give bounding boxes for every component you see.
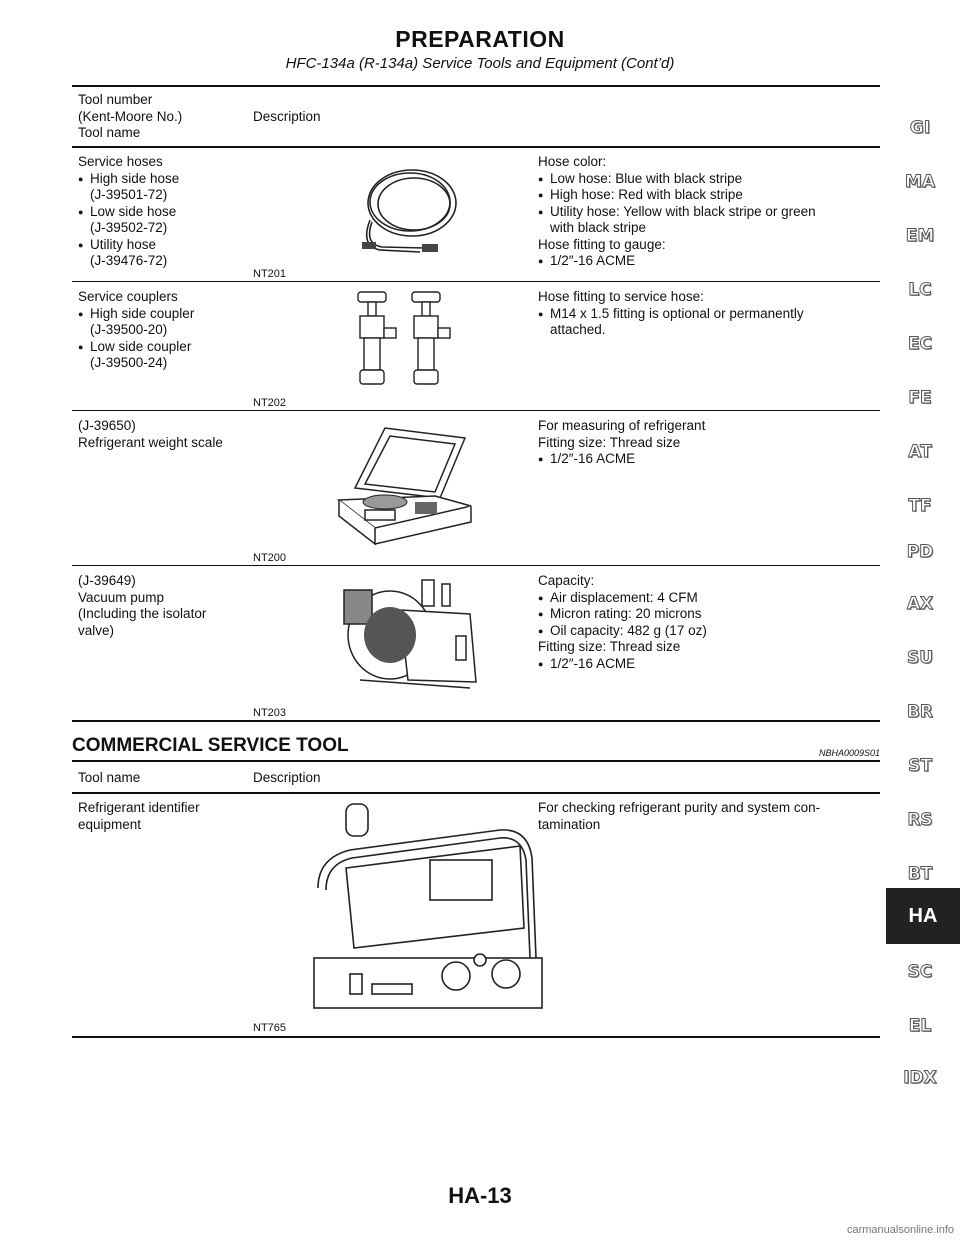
rule-section-head xyxy=(72,792,880,794)
vacuum-pump-illustration xyxy=(330,570,490,700)
tab-su[interactable]: SU xyxy=(906,648,934,668)
figure-code: NT203 xyxy=(253,707,287,719)
tab-el[interactable]: EL xyxy=(908,1016,932,1036)
tab-ma[interactable]: MA xyxy=(904,172,936,192)
rule-head xyxy=(72,146,880,148)
page-title: PREPARATION xyxy=(395,26,565,52)
rule-row1 xyxy=(72,281,880,282)
tab-at[interactable]: AT xyxy=(908,442,932,462)
tab-gi[interactable]: GI xyxy=(909,118,931,138)
section-title: COMMERCIAL SERVICE TOOL xyxy=(72,735,349,756)
rule-top xyxy=(72,85,880,87)
tab-fe[interactable]: FE xyxy=(908,388,932,408)
rule-row4 xyxy=(72,720,880,722)
tab-ha-active[interactable]: HA xyxy=(886,888,960,944)
tool-service-couplers: Service couplers ● High side coupler (J-39500-20) ● Low side coupler (J-39500-24) xyxy=(78,289,194,372)
tab-rs[interactable]: RS xyxy=(907,810,933,830)
table2-header-description: Description xyxy=(253,770,321,785)
tab-idx[interactable]: IDX xyxy=(903,1068,937,1088)
table2-header-tool: Tool name xyxy=(78,770,141,785)
tab-st[interactable]: ST xyxy=(908,756,932,776)
rule-section-bottom xyxy=(72,1036,880,1038)
tool-refrigerant-weight-scale: (J-39650) Refrigerant weight scale xyxy=(78,418,223,450)
section-code: NBHA0009S01 xyxy=(818,748,880,758)
table-header-tool: Tool number (Kent-Moore No.) Tool name xyxy=(78,92,183,140)
description-refrigerant-identifier: For checking refrigerant purity and system con- tamination xyxy=(538,800,821,832)
weight-scale-illustration xyxy=(335,418,475,548)
refrigerant-identifier-illustration xyxy=(310,798,545,1010)
table-header-description: Description xyxy=(253,109,321,124)
tab-pd[interactable]: PD xyxy=(906,542,934,562)
service-couplers-illustration xyxy=(340,288,470,393)
tab-tf[interactable]: TF xyxy=(908,496,932,516)
description-service-couplers: Hose fitting to service hose: ● M14 x 1.5 fitting is optional or permanently attached. xyxy=(538,289,804,339)
rule-row3 xyxy=(72,565,880,566)
figure-code: NT200 xyxy=(253,552,287,564)
page-subtitle: HFC-134a (R-134a) Service Tools and Equipment (Cont’d) xyxy=(285,55,675,72)
description-weight-scale: For measuring of refrigerant Fitting size: Thread size ● 1/2″-16 ACME xyxy=(538,418,705,468)
tool-vacuum-pump: (J-39649) Vacuum pump (Including the isolator valve) xyxy=(78,573,207,638)
tool-refrigerant-identifier: Refrigerant identifier equipment xyxy=(78,800,200,832)
page-number: HA-13 xyxy=(448,1183,512,1208)
tool-service-hoses: Service hoses ● High side hose (J-39501-72) ● Low side hose (J-39502-72) ● Utility hose (J-39476-72) xyxy=(78,154,179,270)
tab-lc[interactable]: LC xyxy=(908,280,932,300)
tab-br[interactable]: BR xyxy=(906,702,934,722)
tab-em[interactable]: EM xyxy=(905,226,935,246)
figure-code: NT765 xyxy=(253,1022,287,1034)
description-vacuum-pump: Capacity: ● Air displacement: 4 CFM ● Micron rating: 20 microns ● Oil capacity: 482 g (17 oz) Fitting size: Thread size ● 1/2″-16 ACME xyxy=(538,573,707,672)
tab-ec[interactable]: EC xyxy=(907,334,933,354)
tab-ax[interactable]: AX xyxy=(906,594,934,614)
watermark: carmanualsonline.info xyxy=(846,1224,954,1236)
figure-code: NT201 xyxy=(253,268,287,280)
rule-section-top xyxy=(72,760,880,762)
figure-code: NT202 xyxy=(253,397,287,409)
tab-bt[interactable]: BT xyxy=(907,864,933,884)
description-service-hoses: Hose color: ● Low hose: Blue with black stripe ● High hose: Red with black stripe ● Utility hose: Yellow with black stripe or green with black stripe Hose fitting to gauge: ● 1/2″-16 ACME xyxy=(538,154,816,270)
tab-sc[interactable]: SC xyxy=(907,962,933,982)
rule-row2 xyxy=(72,410,880,411)
service-hoses-illustration xyxy=(340,158,470,268)
